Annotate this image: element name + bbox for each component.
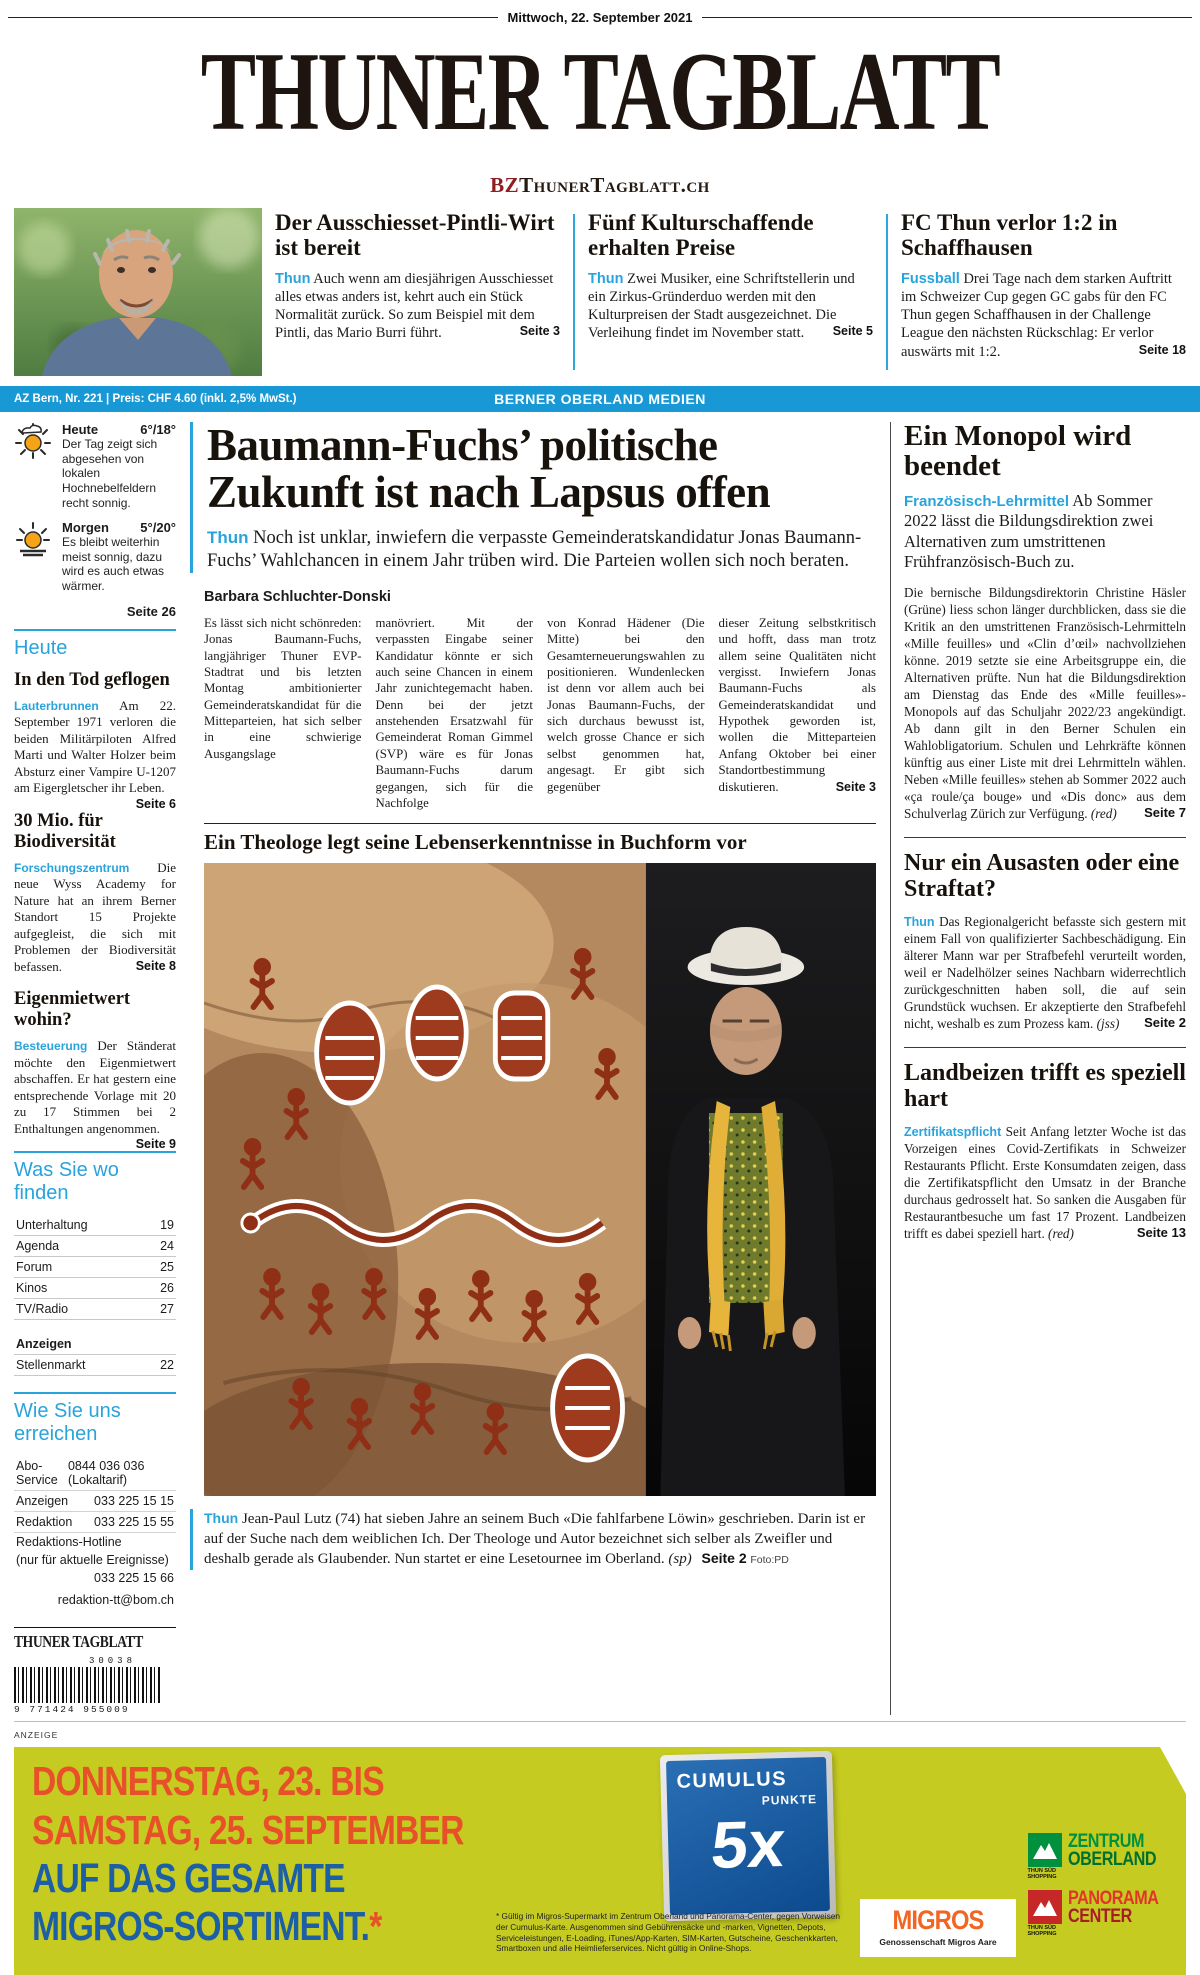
article-divider (904, 1047, 1186, 1048)
barcode-lines (14, 1667, 162, 1703)
index-row: Stellenmarkt 22 (14, 1355, 176, 1376)
photo-credit: Foto:PD (750, 1554, 789, 1567)
rule-left (8, 17, 498, 18)
index-anzeigen-title: Anzeigen (14, 1334, 176, 1355)
left-article-2-kicker: Forschungszentrum (14, 860, 130, 875)
caption-sig: (sp) (668, 1551, 692, 1568)
ad-offer-text (32, 1757, 558, 1951)
lead-story-kicker: Thun (207, 527, 249, 547)
ad-notch (1160, 1747, 1186, 1803)
zentrum-oberland-logo: THUN SÜD SHOPPING ZENTRUM OBERLAND (1027, 1831, 1156, 1881)
body-col-3: von Konrad Hädener (Die Mitte) bei den Gesamterneuerungswahlen zu positionieren. Wundenlecken ist denn vor allem auch bei Jonas Baumann-Fuchs, der sich durchaus bewusst ist, welch grosse Chance er sich selbst genommen hat, angesagt. Er gibt sich gegenüber (547, 615, 705, 794)
right-article-3: Landbeizen trifft es speziell hart Zertifikatspflicht Seit Anfang letzter Woche ist das Vorzeigen eines Covid-Zertifikats in Schweizer Restaurants Pflicht. Erste Konsumdaten zeigen, dass die Zertifikatspflicht den Umsatz in der Branche durchaus gedrosselt hat. So sanken die Ausgaben für Restaurantbesuche um fast 17 Prozent. Landbeizen trifft es dabei speziell hart. (red) Seite 13 (904, 1060, 1186, 1242)
content-grid (0, 412, 1200, 1715)
section-heute: Heute (14, 636, 68, 659)
ad-asterisk: * (369, 1903, 382, 1950)
teaser-row (0, 198, 1200, 382)
masthead: THUNER TAGBLATT (200, 29, 1000, 154)
weather-tomorrow-label: Morgen (62, 520, 109, 536)
right-article-3-pageref: Seite 13 (1136, 1225, 1186, 1241)
left-article-1-pageref: Seite 6 (135, 796, 176, 811)
ad-fine-print: * Gültig im Migros-Supermarkt im Zentrum Oberland und Panorama-Center, gegen Vorweisen der Cumulus-Karte. Ausgenommen sind Gebührensäcke und -marken, Vignetten, Depots, Serviceleistungen, E-Loading, iTunes/App-Karten, SIM-Karten, Gutscheine, Geschenkkarten, Smartboxen und alle Heimlieferservices. Nicht gültig in Online-Shops. (496, 1911, 841, 1954)
mini-masthead: THUNER TAGBLATT (14, 1627, 176, 1652)
teaser-2 (588, 208, 873, 376)
center-column (190, 422, 876, 1715)
left-article-3-title: Eigenmietwert wohin? (14, 989, 131, 1031)
photo-story-headline: Ein Theologe legt seine Lebenserkenntnisse in Buchform vor (204, 823, 876, 855)
teaser-2-pageref: Seite 5 (832, 324, 873, 339)
barcode-ean-number: 9 771424 955009 (14, 1704, 130, 1716)
ad-center-logos (1028, 1833, 1174, 1937)
issue-date: Mittwoch, 22. September 2021 (507, 10, 693, 25)
article-divider (904, 837, 1186, 838)
left-article-3: Eigenmietwert wohin? Besteuerung Der Ständerat möchte den Eigenmietwert abschaffen. Er hat gestern eine entsprechende Vorlage mit 20 zu 17 Stimmen bei 2 Enthaltungen angenommen. Seite 9 (14, 989, 176, 1152)
panorama-mountain-icon (1028, 1890, 1062, 1924)
anzeige-label: ANZEIGE (14, 1730, 59, 1741)
teaser-1-body: Thun Auch wenn am diesjährigen Ausschiesset alles etwas anders ist, kehrt auch ein Stück Normalität zurück. So zum Beispiel mit dem Pintli, das Mario Burri führt. Seite 3 (275, 270, 560, 342)
hotline-note: (nur für aktuelle Ereignisse) (16, 1553, 169, 1568)
body-col-1: Es lässt sich nicht schönreden: Jonas Baumann-Fuchs, langjähriger Thuner EVP-Stadtrat und bis letzten Montag ambitionierter Gemeinderatskandidat für die Mitteparteien, hat sich selber in eine schwierige Ausgangslage (204, 615, 362, 761)
teaser-3-title: FC Thun verlor 1:2 in Schaffhausen (901, 210, 1118, 261)
contact-title: Wie Sie uns erreichen (14, 1400, 121, 1446)
section-divider (14, 1392, 176, 1394)
site-url: BZThunerTagblatt.ch (490, 173, 710, 197)
teaser-3-body: Fussball Drei Tage nach dem starken Auftritt im Schweizer Cup gegen GC gabs für den FC Thun gegen Schaffhausen in der Challenge League den nächsten Rückschlag: Er verlor auswärts mit 1:2. Seite 18 (901, 270, 1186, 360)
teaser-2-kicker: Thun (588, 270, 624, 287)
left-article-2: 30 Mio. für Biodiversität Forschungszentrum Die neue Wyss Academy for Nature hat an ihrem Berner Standort 15 Projekte aufgegleist, die sich mit Problemen der Biodiversität befassen. Seite 8 (14, 810, 176, 974)
weather-today (14, 422, 176, 510)
hotline-number: 033 225 15 66 (94, 1571, 174, 1586)
left-article-2-title: 30 Mio. für Biodiversität (14, 810, 116, 852)
ad-line-2: SAMSTAG, 25. SEPTEMBER (32, 1806, 464, 1853)
anzeige-row (0, 1715, 1200, 1745)
left-column (14, 422, 176, 1715)
teaser-3-kicker: Fussball (901, 270, 960, 287)
body-col-4: dieser Zeitung selbstkritisch und hofft, dass man trotz allem seine Qualitäten nicht vergisst. Inwiefern Jonas Baumann-Fuchs als Gemeinderatskandidat und Hypothek geworden ist, wollen die Mitteparteien Anfang Oktober bei einer Standortbestimmung diskutieren. Seite 3 (718, 615, 876, 794)
weather-tomorrow (14, 520, 176, 594)
barcode-top-number: 30038 (88, 1656, 136, 1667)
right-article-2-title: Nur ein Ausasten oder eine Straftat? (904, 850, 1180, 903)
right-article-1-kicker: Französisch-Lehrmittel (904, 493, 1070, 511)
sun-cloud-icon (14, 422, 54, 510)
ad-line-3: AUF DAS GESAMTE (32, 1854, 345, 1901)
sun-horizon-icon (14, 520, 54, 594)
date-line (0, 0, 1200, 25)
left-article-1-title: In den Tod geflogen (14, 669, 170, 690)
cumulus-logo: CUMULUS (676, 1768, 788, 1793)
lead-story-lead: Thun Noch ist unklar, inwiefern die verpasste Gemeinderatskandidatur Jonas Baumann-Fuchs’ Wahlchancen in einem Jahr trüben wird. Die Parteien wollen sich noch beraten. (207, 527, 862, 571)
teaser-1 (275, 208, 560, 376)
right-article-1: Ein Monopol wird beendet Französisch-Lehrmittel Ab Sommer 2022 lässt die Bildungsdirektion zwei Alternativen zum umstrittenen Frühfranzösisch-Buch zu. Die bernische Bildungsdirektorin Christine Häsler (Grüne) liess schon länger durchblicken, dass sie die Kritik an den umstrittenen Französisch-Lehrmitteln «Mille feuilles» und «Clin d’œil» nachvollziehen könne. 2019 setzte sie eine Arbeitsgruppe ein, die Alternativen prüfte. Nun hat die Bildungsdirektion am Dienstag das Ende des «Mille feuilles»-Monopols auf das Schuljahr 2022/23 angekündigt. Ab dann gilt in den Berner Schulen ein Wahlobligatorium. Schulen und Lehrkräfte können künftig aus einer Liste mit drei Lehrmitteln wählen. Neben «Mille feuilles» stehen ab Sommer 2022 auch «ça roule/ça bouge» und «Dis donc» aus dem Schulverlag Zürich zur Verfügung. (red) Seite 7 (904, 420, 1186, 822)
right-article-2-pageref: Seite 2 (1144, 1015, 1186, 1031)
photo-story-caption: Thun Jean-Paul Lutz (74) hat sieben Jahre an seinem Buch «Die fahlfarbene Löwin» geschrieben. Darin ist er auf der Suche nach dem weiblichen Ich. Der Theologe und Autor bezeichnet sich selber als Zweifler und deshalb gerade als Glaubender. Nun startet er eine Lesetournee im Oberland. (sp) Seite 2 Foto:PD (190, 1509, 876, 1570)
hotline-label: Redaktions-Hotline (16, 1535, 122, 1550)
body-col-2: manövriert. Mit der verpassten Eingabe seiner Kandidatur könnte er sich auch seine Chancen in einem Jahr zunichtegemacht haben. Denn bei der jetzt anstehenden Ersatzwahl für Gemeinderat Roman Gimmel (SVP) wäre es für Jonas Baumann-Fuchs darum gegangen, sich für die Nachfolge (375, 615, 533, 810)
index-row: Agenda 24 (14, 1236, 176, 1257)
left-article-3-pageref: Seite 9 (135, 1137, 176, 1152)
teaser-divider (573, 214, 575, 370)
index-row: Kinos 26 (14, 1278, 176, 1299)
anzeige-divider (14, 1721, 1186, 1722)
issue-barcode (14, 1656, 162, 1715)
right-article-2: Nur ein Ausasten oder eine Straftat? Thun Das Regionalgericht befasste sich gestern mit einem Fall von qualifizierter Sachbeschädigung. Ein älterer Mann war per Strafbefehl verurteilt worden, weil er Nadelhölzer seines Nachbarn widerrechtlich zurückgeschnitten haben soll, die auf sein Grundstück wuchsen. Er akzeptierte den Strafbefehl nicht, weshalb es zum Prozess kam. (jss) Seite 2 (904, 850, 1186, 1032)
weather-tomorrow-temp: 5°/20° (140, 520, 176, 536)
right-article-1-title: Ein Monopol wird beendet (904, 420, 1132, 482)
index-row: TV/Radio 27 (14, 1299, 176, 1320)
teaser-1-kicker: Thun (275, 270, 311, 287)
portrait-man-photo (14, 208, 262, 376)
teaser-photo (14, 208, 262, 376)
teaser-1-pageref: Seite 3 (519, 324, 560, 339)
weather-tomorrow-text: Es bleibt weiterhin meist sonnig, dazu wird es auch etwas wärmer. (62, 535, 165, 593)
teaser-2-body: Thun Zwei Musiker, eine Schriftstellerin und ein Zirkus-Gründerduo werden mit den Kulturpreisen der Stadt ausgezeichnet. Die Verleihung findet im November statt. Seite 5 (588, 270, 873, 342)
migros-wordmark: MIGROS (892, 1905, 984, 1936)
index-title: Was Sie wo finden (14, 1159, 119, 1205)
left-article-1: In den Tod geflogen Lauterbrunnen Am 22. September 1971 verloren die beiden Militärpiloten Alfred Marti und Walter Holzer beim Absturz einer Vampire U-1207 am Eigergletscher ihr Leben. Seite 6 (14, 669, 176, 811)
rule-right (702, 17, 1192, 18)
contact-row: Abo-Service 0844 036 036 (Lokaltarif) (14, 1456, 176, 1491)
cumulus-punkte-label: PUNKTE (761, 1792, 818, 1808)
right-column (890, 422, 1186, 1715)
right-article-1-pageref: Seite 7 (1144, 805, 1186, 821)
redaktion-email: redaktion-tt@bom.ch (57, 1593, 174, 1608)
left-article-1-kicker: Lauterbrunnen (14, 698, 99, 713)
contact-row: Redaktion 033 225 15 55 (14, 1512, 176, 1533)
migros-logo-box (860, 1899, 1016, 1957)
right-article-3-title: Landbeizen trifft es speziell hart (904, 1060, 1186, 1113)
teaser-3 (901, 208, 1186, 376)
teaser-1-title: Der Ausschiesset-Pintli-Wirt ist bereit (275, 210, 555, 261)
lead-story (190, 422, 876, 573)
weather-today-text: Der Tag zeigt sich abgesehen von lokalen Hochnebelfeldern recht sonnig. (62, 437, 158, 510)
teaser-divider (886, 214, 888, 370)
contact-row: Anzeigen 033 225 15 15 (14, 1491, 176, 1512)
cumulus-card (660, 1751, 836, 1921)
weather-today-temp: 6°/18° (140, 422, 176, 437)
cumulus-multiplier: 5x (708, 1806, 788, 1883)
migros-ad (14, 1747, 1186, 1975)
weather-today-label: Heute (62, 422, 99, 437)
right-article-3-kicker: Zertifikatspflicht (904, 1125, 1002, 1140)
panorama-center-logo: THUN SÜD SHOPPING PANORAMA CENTER (1027, 1888, 1159, 1938)
lead-story-body (204, 615, 876, 812)
lead-story-pageref: Seite 3 (835, 779, 876, 794)
left-article-2-pageref: Seite 8 (135, 958, 176, 973)
publisher-label: BERNER OBERLAND MEDIEN (494, 391, 706, 407)
info-bar (0, 386, 1200, 412)
ad-line-4: MIGROS-SORTIMENT.* (32, 1903, 382, 1950)
rock-art-and-author-photo (204, 863, 876, 1496)
caption-kicker: Thun (204, 1510, 239, 1527)
migros-subtitle: Genossenschaft Migros Aare (879, 1937, 997, 1948)
lead-story-headline: Baumann-Fuchs’ politische Zukunft ist nach Lapsus offen (207, 420, 771, 518)
index-row: Forum 25 (14, 1257, 176, 1278)
lead-story-byline: Barbara Schluchter-Donski (204, 588, 391, 605)
index-row: Unterhaltung 19 (14, 1215, 176, 1236)
zentrum-mountain-icon (1028, 1833, 1062, 1867)
issue-price: AZ Bern, Nr. 221 | Preis: CHF 4.60 (inkl. 2,5% MwSt.) (14, 393, 297, 405)
weather-pageref: Seite 26 (126, 603, 176, 619)
caption-pageref: Seite 2 (701, 1550, 747, 1567)
ad-line-1: DONNERSTAG, 23. BIS (32, 1758, 384, 1805)
right-article-2-kicker: Thun (904, 915, 935, 930)
teaser-2-title: Fünf Kulturschaffende erhalten Preise (588, 210, 814, 261)
section-divider (14, 629, 176, 631)
bz-logo: BZ (490, 173, 520, 197)
teaser-3-pageref: Seite 18 (1138, 342, 1186, 357)
photo-story-image (204, 863, 876, 1501)
left-article-3-kicker: Besteuerung (14, 1039, 88, 1054)
